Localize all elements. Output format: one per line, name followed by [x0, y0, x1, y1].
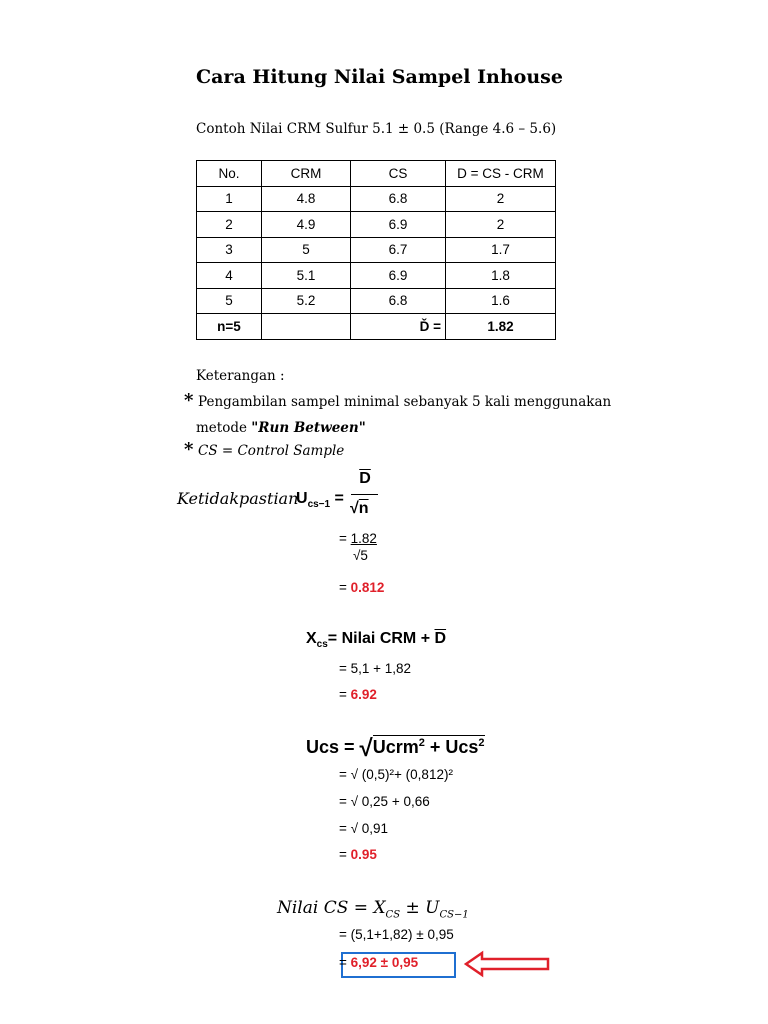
- cell-no: 4: [197, 263, 262, 289]
- header-no: No.: [197, 161, 262, 187]
- eq-prefix: =: [339, 847, 351, 862]
- cell-cs: 6.9: [351, 212, 446, 238]
- u-symbol: U: [296, 490, 308, 507]
- final-formula: [277, 898, 469, 920]
- cell-crm: 5: [262, 237, 351, 263]
- cell-n-count: n=5: [197, 314, 262, 340]
- note-item-1-prefix: metode: [196, 420, 252, 436]
- table-row: [197, 186, 556, 212]
- fraction-numerator: [352, 470, 378, 488]
- cell-cs: 6.8: [351, 186, 446, 212]
- ucs-lhs: Ucs =: [306, 737, 360, 757]
- note-item-1-emph: "Run Between": [251, 420, 366, 436]
- u-subscript: CS−1: [439, 909, 469, 921]
- xcs-rhs: = Nilai CRM +: [327, 630, 435, 647]
- note-item-1-cont: [196, 420, 366, 436]
- cell-dbar-value: 1.82: [446, 314, 556, 340]
- eq-prefix: =: [339, 955, 351, 970]
- n-symbol: n: [358, 500, 369, 517]
- table-footer-row: [197, 314, 556, 340]
- fraction-denominator: [350, 500, 369, 518]
- cell-d: 1.8: [446, 263, 556, 289]
- cell-cs: 6.7: [351, 237, 446, 263]
- cell-d: 2: [446, 186, 556, 212]
- cell-d: 1.7: [446, 237, 556, 263]
- unc-step1-den: [353, 548, 368, 563]
- x-symbol: X: [373, 898, 386, 918]
- cell-cs: 6.8: [351, 288, 446, 314]
- cell-crm: 5.2: [262, 288, 351, 314]
- ucs-step3: = √ 0,91: [339, 821, 389, 836]
- u-symbol: U: [425, 898, 440, 918]
- cell-no: 5: [197, 288, 262, 314]
- dbar-symbol: $\overline{D}$: [434, 630, 447, 647]
- plus-sign: +: [424, 737, 446, 757]
- xcs-result-line: [339, 687, 377, 702]
- data-table: [196, 160, 556, 340]
- fraction-bar: [351, 494, 378, 495]
- unc-result-line: [339, 580, 384, 595]
- cell-empty: [262, 314, 351, 340]
- final-step1: = (5,1+1,82) ± 0,95: [339, 927, 454, 942]
- x-subscript: CS: [385, 909, 401, 921]
- cell-cs: 6.9: [351, 263, 446, 289]
- equals-sign: =: [334, 490, 344, 507]
- x-symbol: X: [306, 630, 317, 647]
- table-row: [197, 288, 556, 314]
- eq-prefix: =: [339, 531, 351, 546]
- dbar-symbol: $\overline{D}$: [359, 470, 371, 487]
- final-result: 6,92 ± 0,95: [350, 955, 419, 970]
- ucs-term: Ucs: [445, 737, 479, 757]
- x-subscript: cs: [316, 639, 328, 651]
- notes-heading: Keterangan :: [196, 368, 285, 384]
- note-item-1: Pengambilan sampel minimal sebanyak 5 kali menggunakan: [198, 394, 612, 410]
- ucs-result-line: [339, 847, 377, 862]
- cell-no: 2: [197, 212, 262, 238]
- final-result-line: [339, 955, 418, 970]
- ucs-formula: [306, 735, 485, 763]
- u-subscript: cs−1: [307, 499, 331, 511]
- header-cs: CS: [351, 161, 446, 187]
- cell-d: 2: [446, 212, 556, 238]
- uncertainty-label: Ketidakpastian: [177, 489, 299, 508]
- cell-d: 1.6: [446, 288, 556, 314]
- cell-dbar-label: Ď =: [351, 314, 446, 340]
- unc-step1: [339, 531, 377, 546]
- sqrt-icon: √: [359, 735, 373, 762]
- left-arrow-icon: [464, 950, 552, 978]
- sqrt-content: [373, 735, 485, 757]
- cell-crm: 4.9: [262, 212, 351, 238]
- unc-result: 0.812: [350, 580, 385, 595]
- xcs-result: 6.92: [350, 687, 377, 702]
- ucrm-square: 2: [418, 737, 425, 749]
- ucs-step1: = √ (0,5)²+ (0,812)²: [339, 767, 453, 782]
- xcs-step1: = 5,1 + 1,82: [339, 661, 412, 676]
- note-item-2: CS = Control Sample: [198, 443, 345, 459]
- bullet-star: *: [184, 390, 194, 411]
- table-header-row: [197, 161, 556, 187]
- bullet-star: *: [184, 439, 194, 460]
- table-row: [197, 237, 556, 263]
- ucs-step2: = √ 0,25 + 0,66: [339, 794, 430, 809]
- table-row: [197, 263, 556, 289]
- header-crm: CRM: [262, 161, 351, 187]
- cell-crm: 5.1: [262, 263, 351, 289]
- pm-sign: ±: [400, 898, 426, 918]
- sqrt-icon: √: [353, 548, 361, 563]
- step-numerator: 1.82: [350, 531, 377, 546]
- cell-no: 3: [197, 237, 262, 263]
- cell-crm: 4.8: [262, 186, 351, 212]
- ucs-result: 0.95: [350, 847, 377, 862]
- ucrm-term: Ucrm: [372, 737, 419, 757]
- uncertainty-lhs: [296, 490, 344, 510]
- sqrt-icon: √: [350, 500, 359, 517]
- header-d: D = CS - CRM: [446, 161, 556, 187]
- table-row: [197, 212, 556, 238]
- step-denominator: 5: [360, 548, 368, 563]
- page-title: Cara Hitung Nilai Sampel Inhouse: [196, 66, 563, 88]
- ucs-square: 2: [478, 737, 485, 749]
- final-lhs: Nilai CS =: [277, 898, 374, 918]
- cell-no: 1: [197, 186, 262, 212]
- xcs-formula: [306, 630, 446, 650]
- eq-prefix: =: [339, 580, 351, 595]
- eq-prefix: =: [339, 687, 351, 702]
- subtitle: Contoh Nilai CRM Sulfur 5.1 ± 0.5 (Range 4.6 – 5.6): [196, 121, 557, 137]
